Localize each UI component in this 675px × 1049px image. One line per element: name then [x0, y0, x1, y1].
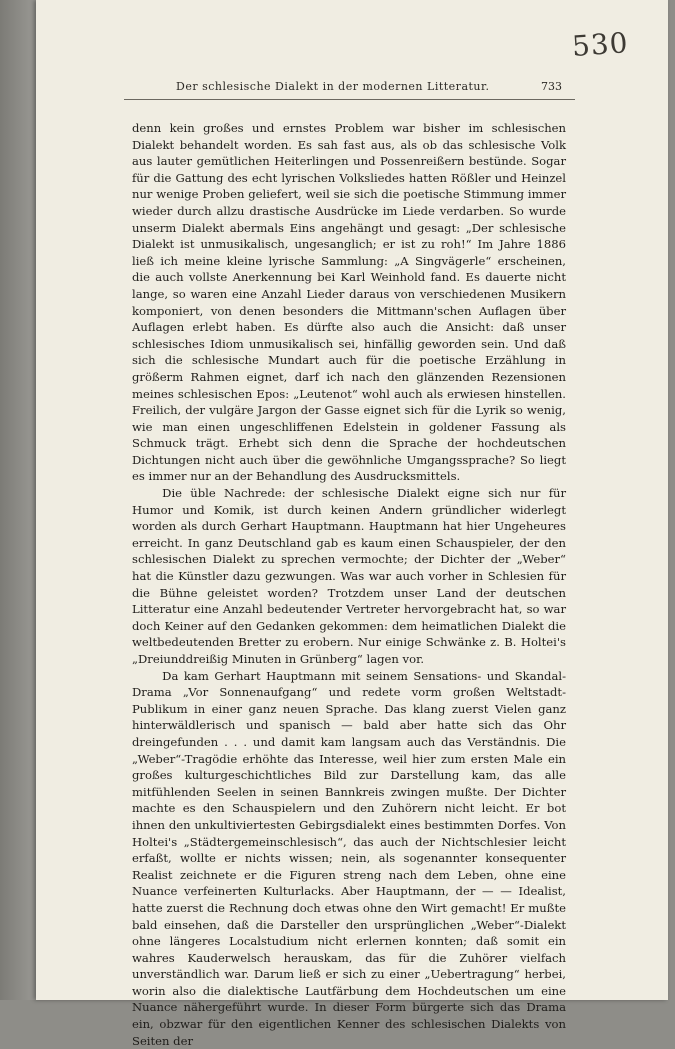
body-text — [132, 120, 566, 1049]
paragraph: Da kam Gerhart Hauptmann mit seinem Sensations- und Skandal-Drama „Vor Sonnenaufgang“ und redete vorm großen Weltstadt-Publikum in einer ganz neuen Sprache. Das klang zuerst Vielen ganz hinterwäldlerisch und spanisch — bald aber hatte sich das Ohr dreingefunden . . . und damit kam langsam auch das Verständnis. Die „Weber“-Tragödie erhöhte das Interesse, weil hier zum ersten Male ein großes kulturgeschichtliches Bild zur Darstellung kam, das alle mitfühlenden Seelen in seinen Bannkreis zwingen mußte. Der Dichter machte es den Schauspielern und den Zuhörern nicht leicht. Er bot ihnen den unkultiviertesten Gebirgsdialekt eines bestimmten Dorfes. Von Holtei's „Städtergemeinschlesisch“, das auch der Nichtschlesier leicht erfaßt, wollte er nichts wissen; nein, als sogenannter konsequenter Realist zeichnete er die Figuren streng nach dem Leben, ohne eine Nuance verfeinerten Kulturlacks. Aber Hauptmann, der — — Idealist, hatte zuerst die Rechnung doch etwas ohne den Wirt gemacht! Er mußte bald einsehen, daß die Darsteller den ursprünglichen „Weber“-Dialekt ohne längeres Localstudium nicht erlernen konnten; daß somit ein wahres Kauderwelsch herauskam, das für die Zuhörer vielfach unverständlich war. Darum ließ er sich zu einer „Uebertragung“ herbei, worin also die dialektische Lautfärbung dem Hochdeutschen um eine Nuance nähergeführt wurde. In dieser Form bürgerte sich das Drama ein, obzwar für den eigentlichen Kenner des schlesischen Dialekts von Seiten der — [132, 668, 566, 1048]
paragraph: Die üble Nachrede: der schlesische Dialekt eigne sich nur für Humor und Komik, ist durch keinen Andern gründlicher widerlegt worden als durch Gerhart Hauptmann. Hauptmann hat hier Ungeheures erreicht. In ganz Deutschland gab es kaum einen Schauspieler, der den schlesischen Dialekt zu sprechen vermochte; der Dichter der „Weber“ hat die Künstler dazu gezwungen. Was war auch vorher in Schlesien für die Bühne geleistet worden? Trotzdem unser Land der deutschen Litteratur eine Anzahl bedeutender Vertreter hervorgebracht hat, so war doch Keiner auf den Gedanken gekommen: dem heimatlichen Dialekt die weltbedeutenden Bretter zu erobern. Nur einige Schwänke z. B. Holtei's „Dreiunddreißig Minuten in Grünberg“ lagen vor. — [132, 486, 566, 666]
book-page — [36, 0, 668, 1048]
page-number: 733 — [541, 80, 562, 93]
running-title: Der schlesische Dialekt in der modernen Litteratur. — [176, 80, 490, 93]
handwritten-annotation: 530 — [570, 26, 630, 63]
header-rule — [124, 99, 575, 100]
scan-background-strip — [0, 0, 36, 1000]
paragraph: denn kein großes und ernstes Problem war bisher im schlesischen Dialekt behandelt worden. Es sah fast aus, als ob das schlesische Volk aus lauter gemütlichen Heiterlingen und Possenreißern bestünde. Sogar für die Gattung des echt lyrischen Volksliedes hatten Rößler und Heinzel nur wenige Proben geliefert, weil sie sich die poetische Stimmung immer wieder durch allzu drastische Ausdrücke im Liede verdarben. So wurde unserm Dialekt abermals Eins angehängt und gesagt: „Der schlesische Dialekt ist unmusikalisch, ungesanglich; er ist zu roh!“ Im Jahre 1886 ließ ich meine kleine lyrische Sammlung: „A Singvägerle“ erscheinen, die auch vollste Anerkennung bei Karl Weinhold fand. Es dauerte nicht lange, so waren eine Anzahl Lieder daraus von verschiedenen Musikern komponiert, von denen besonders die Mittmann'schen Auflagen über Auflagen erlebt haben. Es dürfte also auch die Ansicht: daß unser schlesisches Idiom unmusikalisch sei, hinfällig geworden sein. Und daß sich die schlesische Mundart auch für die poetische Erzählung in größerm Rahmen eignet, darf ich nach den glänzenden Rezensionen meines schlesischen Epos: „Leutenot“ wohl auch als erwiesen hinstellen. Freilich, der vulgäre Jargon der Gasse eignet sich für die Lyrik so wenig, wie man einen ungeschliffenen Edelstein in goldener Fassung als Schmuck trägt. Erhebt sich denn die Sprache der hochdeutschen Dichtungen nicht auch über die gewöhnliche Umgangssprache? So liegt es immer nur an der Behandlung des Ausdrucksmittels. — [132, 121, 566, 484]
